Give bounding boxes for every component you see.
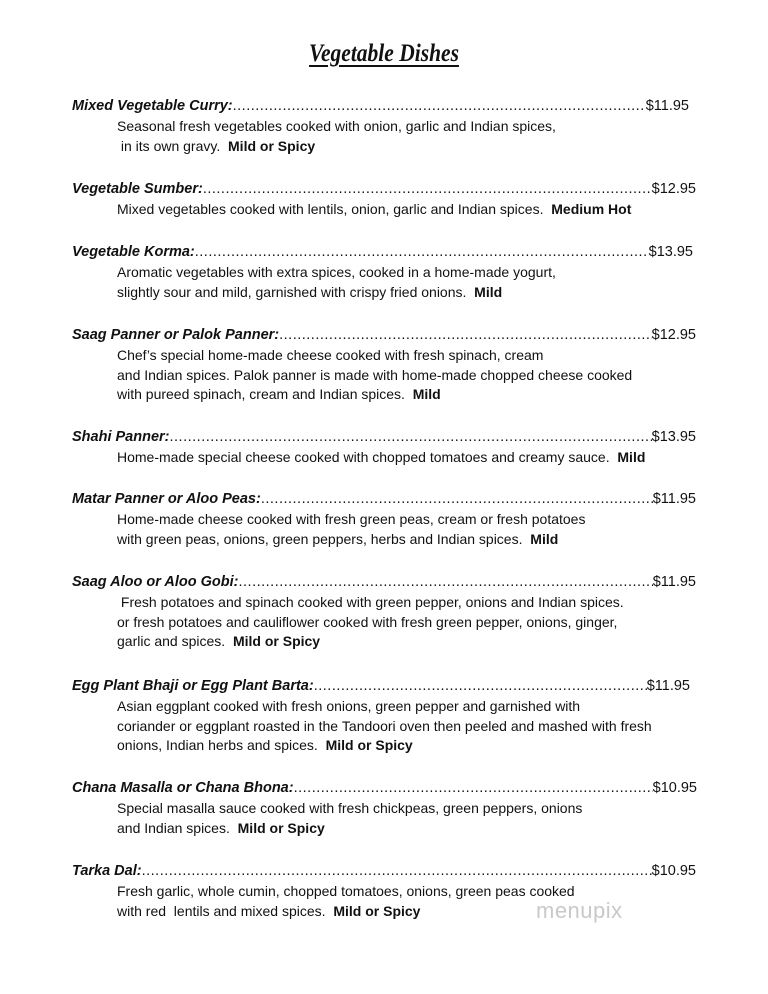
dish-description [117,117,737,156]
description-line: Home-made cheese cooked with fresh green peas, cream or fresh potatoes [117,511,586,527]
dish-price: $12.95 [651,181,696,197]
dish-name: Vegetable Sumber: [72,181,203,197]
dish-description [117,200,737,220]
dish-description [117,346,737,405]
spice-level: Mild or Spicy [325,737,413,753]
dot-leader [238,572,652,592]
dish-price: $11.95 [652,574,696,590]
menu-item-heading [72,778,697,798]
spice-level: Mild or Spicy [237,819,325,836]
menu-item-heading [72,572,696,592]
spice-level: Mild or Spicy [333,902,421,919]
description-line: or fresh potatoes and cauliflower cooked with fresh green pepper, onions, ginger, [117,613,618,630]
menu-item-heading [72,96,689,116]
description-line: Chef’s special home-made cheese cooked with fresh spinach, cream [117,347,544,363]
dish-description [117,593,737,652]
description-line: onions, Indian herbs and spices. Mild or Spicy [117,737,413,753]
dish-description [117,510,737,549]
watermark: menupix [536,898,623,923]
menu-item-heading [72,179,696,199]
dish-price: $11.95 [652,491,696,507]
description-line: Fresh potatoes and spinach cooked with green pepper, onions and Indian spices. [117,594,624,610]
dish-price: $10.95 [651,863,696,879]
description-line: Asian eggplant cooked with fresh onions, green pepper and garnished with [117,698,581,714]
dish-name: Matar Panner or Aloo Peas: [72,491,261,507]
dot-leader [261,489,653,509]
menu-item-heading [72,676,690,696]
dish-price: $12.95 [651,327,696,343]
spice-level: Medium Hot [551,201,632,217]
dish-name: Shahi Panner: [72,429,170,445]
dot-leader [294,778,653,798]
menu-item-heading [72,861,696,881]
description-line: Home-made special cheese cooked with chopped tomatoes and creamy sauce. Mild [117,449,646,465]
dish-name: Mixed Vegetable Curry: [72,98,233,114]
description-line: with pureed spinach, cream and Indian spices. Mild [117,386,441,402]
spice-level: Mild [617,449,646,465]
dish-price: $13.95 [651,429,696,445]
dot-leader [195,242,649,262]
description-line: Special masalla sauce cooked with fresh chickpeas, green peppers, onions [117,800,583,816]
dish-price: $13.95 [648,244,693,260]
description-line: and Indian spices. Palok panner is made with home-made chopped cheese cooked [117,366,633,383]
menu-item-heading [72,489,696,509]
dish-description [117,882,737,921]
dish-price: $11.95 [646,678,690,694]
spice-level: Mild or Spicy [228,137,316,154]
description-line: coriander or eggplant roasted in the Tandoori oven then peeled and mashed with fresh [117,717,652,734]
description-line: slightly sour and mild, garnished with crispy fried onions. Mild [117,283,503,300]
dish-price: $10.95 [652,780,697,796]
dot-leader [170,427,652,447]
spice-level: Mild [474,283,503,300]
description-line: Fresh garlic, whole cumin, chopped tomatoes, onions, green peas cooked [117,883,575,899]
description-line: with green peas, onions, green peppers, herbs and Indian spices. Mild [117,530,559,547]
dot-leader [314,676,647,696]
dish-description [117,799,737,838]
dish-name: Saag Aloo or Aloo Gobi: [72,574,239,590]
description-line: with red lentils and mixed spices. Mild or Spicy [117,902,421,919]
spice-level: Mild [412,386,441,402]
description-line: Seasonal fresh vegetables cooked with onion, garlic and Indian spices, [117,118,556,134]
dish-name: Chana Masalla or Chana Bhona: [72,780,294,796]
page-title: Vegetable Dishes [309,40,459,67]
spice-level: Mild or Spicy [232,633,321,649]
dot-leader [203,179,652,199]
menu-item-heading [72,242,693,262]
description-line: Aromatic vegetables with extra spices, cooked in a home-made yogurt, [117,264,556,280]
description-line: and Indian spices. Mild or Spicy [117,819,325,836]
dish-name: Tarka Dal: [72,863,142,879]
description-line: Mixed vegetables cooked with lentils, onion, garlic and Indian spices. Medium Hot [117,201,632,217]
dot-leader [233,96,646,116]
dish-name: Egg Plant Bhaji or Egg Plant Barta: [72,678,314,694]
spice-level: Mild [530,530,559,547]
dish-description [117,697,737,756]
description-line: in its own gravy. Mild or Spicy [117,137,316,154]
dot-leader [142,861,652,881]
dish-description [117,448,737,468]
dish-name: Vegetable Korma: [72,244,195,260]
menu-item-heading [72,427,696,447]
description-line: garlic and spices. Mild or Spicy [117,633,321,649]
dish-name: Saag Panner or Palok Panner: [72,327,280,343]
dish-price: $11.95 [645,98,689,114]
menu-item-heading [72,325,696,345]
dot-leader [279,325,652,345]
dish-description [117,263,737,302]
